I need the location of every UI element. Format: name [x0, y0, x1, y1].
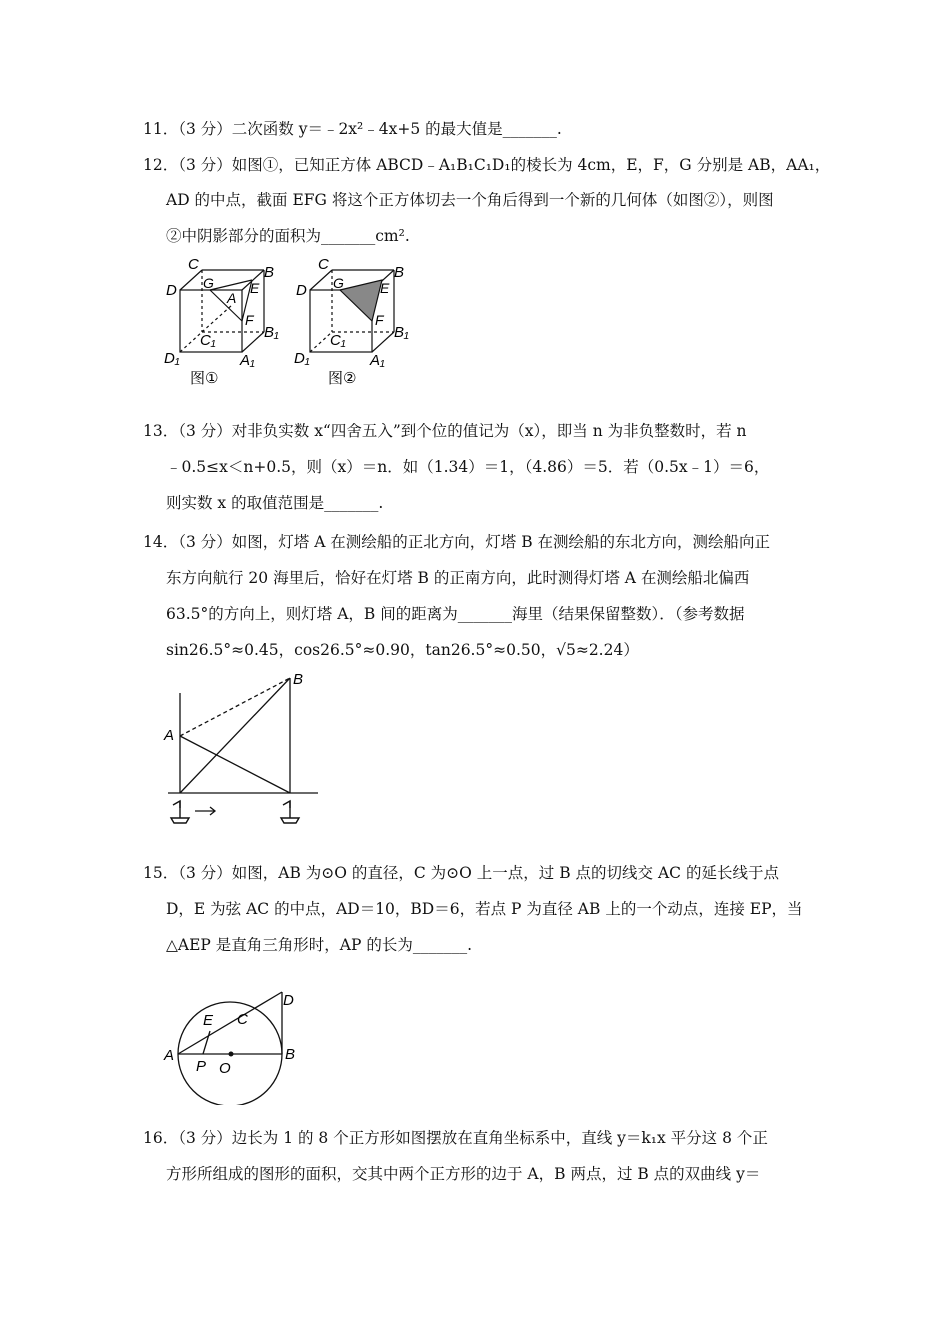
q15-line-1: 15．（3 分）如图，AB 为⊙O 的直径，C 为⊙O 上一点，过 B 点的切线交 AC 的延长线于点 — [143, 864, 779, 882]
fig1-label-G: G — [203, 275, 214, 291]
center-point — [229, 1052, 234, 1057]
fig1-label-F: F — [245, 312, 254, 328]
q14-line-2: 东方向航行 20 海里后，恰好在灯塔 B 的正南方向，此时测得灯塔 A 在测绘船北偏西 — [166, 569, 750, 587]
fig1-caption: 图① — [190, 370, 219, 387]
cube-figure-2 — [290, 255, 420, 390]
q14-line-4: sin26.5°≈0.45，cos26.5°≈0.90，tan26.5°≈0.50，√5≈2.24） — [166, 641, 639, 659]
circle-label-A: A — [164, 1047, 175, 1064]
fig1-label-B: B — [264, 264, 275, 281]
q11-line-1: 11．（3 分）二次函数 y＝﹣2x²﹣4x+5 的最大值是_______. — [143, 120, 562, 138]
q12-line-1: 12．（3 分）如图①，已知正方体 ABCD﹣A₁B₁C₁D₁的棱长为 4cm，E，F，G 分别是 AB，AA₁， — [143, 156, 831, 174]
fig1-label-D1: D₁ — [164, 350, 180, 367]
q13-line-1: 13．（3 分）对非负实数 x“四舍五入”到个位的值记为（x），即当 n 为非负整数时，若 n — [143, 422, 747, 440]
q12-line-2: AD 的中点，截面 EFG 将这个正方体切去一个角后得到一个新的几何体（如图②），则图 — [166, 191, 774, 209]
circle-figure — [160, 985, 310, 1105]
fig2-label-D1: D₁ — [294, 350, 310, 367]
fig1-label-C: C — [188, 256, 199, 273]
q13-line-2: ﹣0.5≤x＜n+0.5，则（x）＝n．如（1.34）＝1，（4.86）＝5．若（0.5x﹣1）＝6， — [166, 458, 770, 476]
cube-figure-1 — [160, 255, 290, 390]
fig1-label-E: E — [250, 280, 260, 296]
fig2-label-B: B — [394, 264, 405, 281]
fig1-label-B1: B₁ — [264, 324, 279, 341]
fig2-label-A1: A₁ — [370, 352, 385, 369]
q15-line-3: △AEP 是直角三角形时，AP 的长为_______. — [166, 936, 473, 954]
circle-label-P: P — [196, 1058, 207, 1075]
circle-label-C: C — [237, 1011, 248, 1028]
q16-line-1: 16．（3 分）边长为 1 的 8 个正方形如图摆放在直角坐标系中，直线 y＝k₁x 平分这 8 个正 — [143, 1129, 768, 1147]
circle-label-B: B — [285, 1046, 296, 1063]
ship-icon — [281, 801, 299, 823]
fig2-label-C1: C₁ — [330, 332, 346, 349]
lighthouse-figure — [160, 668, 325, 828]
circle-label-D: D — [283, 992, 294, 1009]
ship-icon — [171, 801, 189, 823]
fig1-label-C1: C₁ — [200, 332, 216, 349]
circle-label-O: O — [219, 1060, 231, 1077]
fig1-label-A1: A₁ — [240, 352, 255, 369]
fig2-label-F: F — [375, 312, 384, 328]
fig1-label-A: A — [227, 290, 237, 306]
fig2-caption: 图② — [328, 370, 357, 387]
lighthouse-label-B: B — [293, 671, 304, 688]
q14-line-1: 14．（3 分）如图，灯塔 A 在测绘船的正北方向，灯塔 B 在测绘船的东北方向，测绘船向正 — [143, 533, 771, 551]
q14-line-3: 63.5°的方向上，则灯塔 A，B 间的距离为_______海里（结果保留整数）．（参考数据 — [166, 605, 745, 623]
fig2-label-G: G — [333, 275, 344, 291]
fig2-label-C: C — [318, 256, 329, 273]
fig2-label-E: E — [380, 280, 390, 296]
fig2-label-D: D — [296, 282, 307, 299]
lighthouse-label-A: A — [164, 727, 175, 744]
q16-line-2: 方形所组成的图形的面积，交其中两个正方形的边于 A，B 两点，过 B 点的双曲线 y＝ — [166, 1165, 761, 1183]
fig2-label-B1: B₁ — [394, 324, 409, 341]
fig1-label-D: D — [166, 282, 177, 299]
q12-line-3: ②中阴影部分的面积为_______cm². — [166, 227, 410, 245]
q13-line-3: 则实数 x 的取值范围是_______. — [166, 494, 384, 512]
q15-line-2: D，E 为弦 AC 的中点，AD＝10，BD＝6，若点 P 为直径 AB 上的一个动点，连接 EP，当 — [166, 900, 803, 918]
circle-label-E: E — [203, 1012, 214, 1029]
